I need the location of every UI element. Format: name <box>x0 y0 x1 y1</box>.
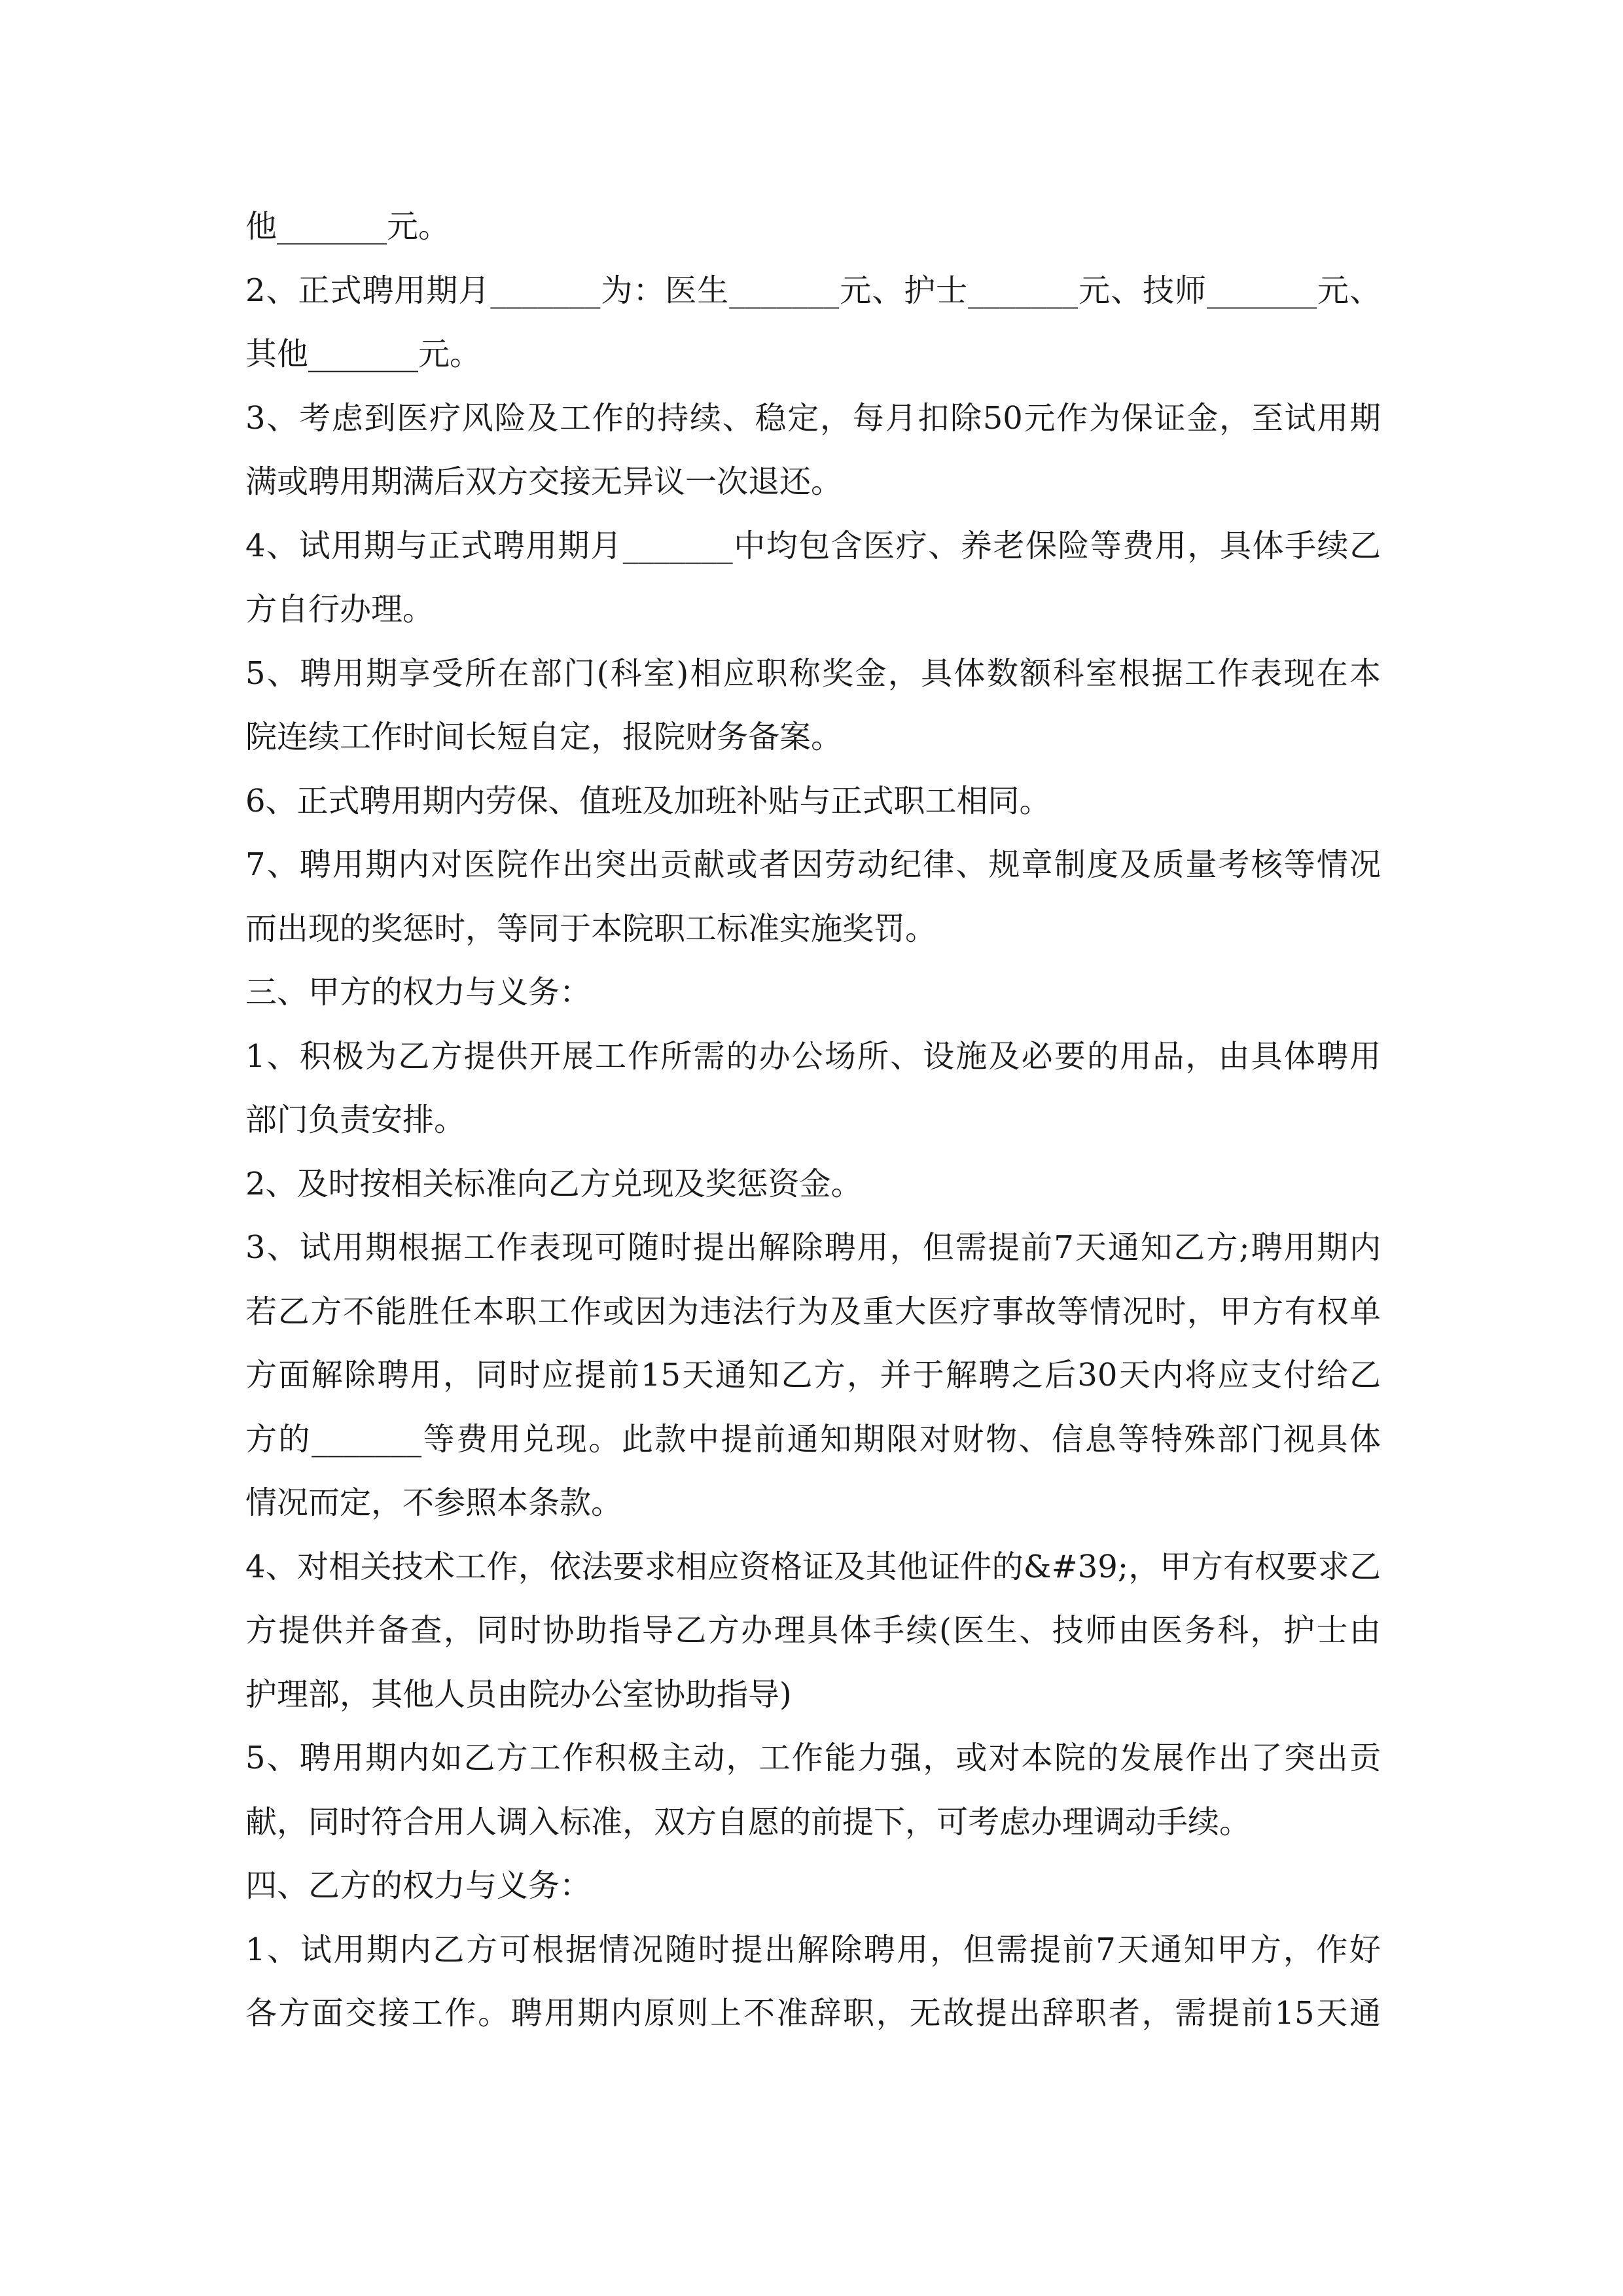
text-line: 5、聘用期享受所在部门(科室)相应职称奖金，具体数额科室根据工作表现在本 <box>245 655 1381 692</box>
text-line: 3、考虑到医疗风险及工作的持续、稳定，每月扣除50元作为保证金，至试用期 <box>245 399 1381 437</box>
text-line: 献，同时符合用人调入标准，双方自愿的前提下，可考虑办理调动手续。 <box>245 1803 1251 1840</box>
text-line: 院连续工作时间长短自定，报院财务备案。 <box>245 719 843 755</box>
text-line: 1、试用期内乙方可根据情况随时提出解除聘用，但需提前7天通知甲方，作好 <box>245 1931 1381 1968</box>
text-line: 部门负责安排。 <box>245 1102 466 1138</box>
text-line: 而出现的奖惩时，等同于本院职工标准实施奖罚。 <box>245 910 937 947</box>
text-line: 3、试用期根据工作表现可随时提出解除聘用，但需提前7天通知乙方;聘用期内 <box>245 1229 1381 1266</box>
text-line: 4、对相关技术工作，依法要求相应资格证及其他证件的&#39;，甲方有权要求乙 <box>245 1548 1381 1585</box>
text-line: 5、聘用期内如乙方工作积极主动，工作能力强，或对本院的发展作出了突出贡 <box>245 1740 1381 1776</box>
text-line: 情况而定，不参照本条款。 <box>245 1484 623 1521</box>
text-line: 方自行办理。 <box>245 591 435 628</box>
text-line: 方的_______等费用兑现。此款中提前通知期限对财物、信息等特殊部门视具体 <box>245 1420 1381 1458</box>
text-line: 若乙方不能胜任本职工作或因为违法行为及重大医疗事故等情况时，甲方有权单 <box>245 1293 1381 1330</box>
text-line: 1、积极为乙方提供开展工作所需的办公场所、设施及必要的用品，由具体聘用 <box>245 1037 1381 1075</box>
text-line: 2、及时按相关标准向乙方兑现及奖惩资金。 <box>245 1165 863 1202</box>
text-line: 护理部，其他人员由院办公室协助指导) <box>245 1676 792 1713</box>
text-line: 各方面交接工作。聘用期内原则上不准辞职，无故提出辞职者，需提前15天通 <box>245 1995 1381 2032</box>
document-body <box>245 195 1381 2046</box>
text-line: 4、试用期与正式聘用期月_______中均包含医疗、养老保险等费用，具体手续乙 <box>245 527 1381 564</box>
section-heading: 四、乙方的权力与义务： <box>245 1867 592 1904</box>
text-line: 方提供并备查，同时协助指导乙方办理具体手续(医生、技师由医务科，护士由 <box>245 1612 1381 1649</box>
text-line: 方面解除聘用，同时应提前15天通知乙方，并于解聘之后30天内将应支付给乙 <box>245 1357 1381 1393</box>
section-heading: 三、甲方的权力与义务： <box>245 974 592 1011</box>
text-line: 他_______元。 <box>245 208 450 245</box>
text-line: 7、聘用期内对医院作出突出贡献或者因劳动纪律、规章制度及质量考核等情况 <box>245 846 1381 883</box>
text-line: 满或聘用期满后双方交接无异议一次退还。 <box>245 463 843 500</box>
text-line: 2、正式聘用期月_______为：医生_______元、护士_______元、技师_______元、 <box>245 272 1381 309</box>
text-line: 其他_______元。 <box>245 336 482 372</box>
text-line: 6、正式聘用期内劳保、值班及加班补贴与正式职工相同。 <box>245 782 1051 819</box>
